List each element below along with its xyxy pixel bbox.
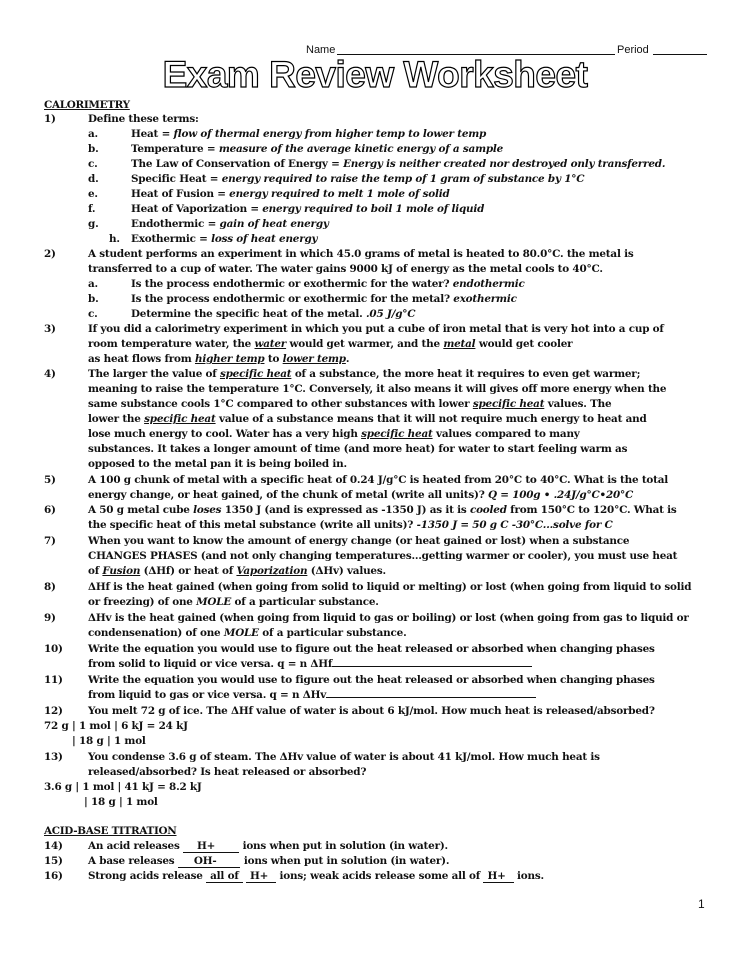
text: of a particular substance. [231, 596, 379, 608]
answer-blank: specific heat [361, 428, 433, 440]
answer-blank: H+ [483, 871, 513, 883]
item-letter: d. [88, 173, 99, 185]
answer: energy required to melt 1 mole of solid [229, 188, 450, 200]
answer-blank: H+ [183, 841, 239, 853]
answer: .05 J/g°C [366, 308, 416, 320]
text: would get cooler [475, 338, 573, 350]
answer: endothermic [452, 278, 525, 290]
question-number: 16) [44, 870, 63, 882]
text: of [88, 565, 103, 577]
answer-blank: H+ [246, 871, 276, 883]
item-letter: b. [88, 143, 99, 155]
question-text: You melt 72 g of ice. The ΔHf value of water is about 6 kJ/mol. How much heat is released/absorbed? [88, 705, 655, 717]
term: Exothermic = [131, 233, 212, 245]
answer: energy required to boil 1 mole of liquid [262, 203, 485, 215]
text: from solid to liquid or vice versa. q = n ΔHf [88, 658, 333, 670]
text: value of a substance means that it will not require much energy to heat and [215, 413, 647, 425]
text: ions; weak acids release some all of [276, 870, 484, 882]
text: meaning to raise the temperature 1°C. Conversely, it also means it will gives off more energy when the [88, 383, 667, 395]
question-number: 13) [44, 751, 63, 763]
text: the specific heat of this metal substance (write all units)? [88, 519, 417, 531]
text: to [264, 353, 283, 365]
answer: Energy is neither created nor destroyed only transferred. [343, 158, 666, 170]
period-label: Period [617, 44, 649, 56]
question-number: 15) [44, 855, 63, 867]
question-text: Write the equation you would use to figure out the heat released or absorbed when changing phases [88, 643, 655, 655]
question-text: ΔHv is the heat gained (when going from liquid to gas or boiling) or lost (when going from gas to liquid or [88, 612, 689, 624]
text: . [345, 353, 350, 365]
text: ions when put in solution (in water). [240, 855, 450, 867]
text: (ΔHf) or heat of [140, 565, 237, 577]
emphasis: MOLE [223, 627, 259, 639]
page-number: 1 [698, 897, 705, 911]
text: values. The [544, 398, 612, 410]
emphasis: MOLE [196, 596, 232, 608]
answer: Q = 100g • .24J/g°C•20°C [488, 489, 634, 501]
answer: -1350 J = 50 g C -30°C...solve for C [416, 519, 613, 531]
text: values compared to many [432, 428, 580, 440]
worked-solution: 72 g | 1 mol | 6 kJ = 24 kJ [44, 720, 188, 732]
item-letter: a. [88, 128, 98, 140]
term: Endothermic = [131, 218, 220, 230]
text: An acid releases [88, 840, 184, 852]
text: from 150°C to 120°C. What is [506, 504, 677, 516]
text: room temperature water, the [88, 338, 255, 350]
text: substances. It takes a longer amount of time (and more heat) for water to start feeling warm as [88, 443, 628, 455]
prompt: Determine the specific heat of the metal. [131, 308, 367, 320]
prompt: Is the process endothermic or exothermic for the water? [131, 278, 453, 290]
answer: exothermic [453, 293, 517, 305]
question-text: A 100 g chunk of metal with a specific heat of 0.24 J/g°C is heated from 20°C to 40°C. What is the total [88, 474, 669, 486]
question-number: 4) [44, 368, 56, 380]
text: from liquid to gas or vice versa. q = n ΔHv [88, 689, 327, 701]
answer: gain of heat energy [219, 218, 329, 230]
text: (ΔHv) values. [307, 565, 386, 577]
term: The Law of Conservation of Energy = [131, 158, 344, 170]
text: released/absorbed? Is heat released or absorbed? [88, 766, 367, 778]
question-text: If you did a calorimetry experiment in which you put a cube of iron metal that is very hot into a cup of [88, 323, 664, 335]
page-title: Exam Review Worksheet [162, 54, 588, 95]
text: A base releases [88, 855, 178, 867]
question-number: 2) [44, 248, 56, 260]
answer-blank: all of [206, 871, 242, 883]
text: would get warmer, and the [286, 338, 444, 350]
text: lower the [88, 413, 145, 425]
emphasis: loses [193, 504, 222, 516]
item-letter: a. [88, 278, 98, 290]
text: lose much energy to cool. Water has a very high [88, 428, 362, 440]
worked-solution: 3.6 g | 1 mol | 41 kJ = 8.2 kJ [44, 781, 202, 793]
worked-solution: | 18 g | 1 mol [84, 796, 158, 808]
answer: energy required to raise the temp of 1 gram of substance by 1°C [221, 173, 585, 185]
question-number: 7) [44, 535, 56, 547]
text: CHANGES PHASES (and not only changing temperatures…getting warmer or cooler), you must use heat [88, 550, 678, 562]
text: ions when put in solution (in water). [239, 840, 448, 852]
answer: loss of heat energy [211, 233, 318, 245]
section-heading-acid-base: ACID-BASE TITRATION [44, 825, 177, 837]
question-number: 5) [44, 474, 56, 486]
term: Heat of Vaporization = [131, 203, 263, 215]
text: energy change, or heat gained, of the chunk of metal (write all units)? [88, 489, 489, 501]
term: Heat = [131, 128, 174, 140]
answer-blank: Vaporization [236, 565, 308, 577]
question-text: ΔHf is the heat gained (when going from solid to liquid or melting) or lost (when going from liquid to solid [88, 581, 692, 593]
text: of a particular substance. [258, 627, 407, 639]
item-letter: f. [88, 203, 96, 215]
answer-blank: metal [443, 338, 476, 350]
prompt: Is the process endothermic or exothermic for the metal? [131, 293, 454, 305]
text: Strong acids release [88, 870, 207, 882]
text: or freezing) of one [88, 596, 197, 608]
answer-blank: specific heat [219, 368, 292, 380]
name-label: Name [306, 44, 336, 56]
text: as heat flows from [88, 353, 195, 365]
term: Heat of Fusion = [131, 188, 230, 200]
answer-blank: OH- [178, 856, 241, 868]
text: ions. [513, 870, 544, 882]
question-number: 3) [44, 323, 56, 335]
question-text: transferred to a cup of water. The water gains 9000 kJ of energy as the metal cools to 40°C. [88, 263, 603, 275]
item-letter: h. [109, 233, 120, 245]
answer-blank: higher temp [194, 353, 265, 365]
worked-solution: | 18 g | 1 mol [72, 735, 146, 747]
text: The larger the value of [88, 368, 220, 380]
text: condensenation) of one [88, 627, 224, 639]
term: Temperature = [131, 143, 219, 155]
item-letter: g. [88, 218, 99, 230]
answer-blank: lower temp [282, 353, 346, 365]
text: 1350 J (and is expressed as -1350 J) as it is [221, 504, 470, 516]
item-letter: b. [88, 293, 99, 305]
answer-line[interactable] [326, 688, 536, 698]
answer: flow of thermal energy from higher temp to lower temp [173, 128, 487, 140]
question-number: 14) [44, 840, 63, 852]
question-text: You condense 3.6 g of steam. The ΔHv value of water is about 41 kJ/mol. How much heat is [88, 751, 600, 763]
text: of a substance, the more heat it requires to even get warmer; [291, 368, 641, 380]
item-letter: e. [88, 188, 98, 200]
question-text: When you want to know the amount of energy change (or heat gained or lost) when a substance [88, 535, 630, 547]
question-number: 11) [44, 674, 63, 686]
text: opposed to the metal pan it is being boiled in. [88, 458, 347, 470]
question-number: 10) [44, 643, 63, 655]
answer-blank: specific heat [472, 398, 545, 410]
question-number: 8) [44, 581, 56, 593]
text: A 50 g metal cube [88, 504, 194, 516]
answer-blank: water [254, 338, 287, 350]
item-letter: c. [88, 308, 98, 320]
question-number: 12) [44, 705, 63, 717]
question-text: A student performs an experiment in which 45.0 grams of metal is heated to 80.0°C. the metal is [88, 248, 634, 260]
section-heading-calorimetry: CALORIMETRY [44, 99, 130, 111]
question-number: 6) [44, 504, 56, 516]
text: same substance cools 1°C compared to other substances with lower [88, 398, 473, 410]
answer-blank: specific heat [144, 413, 216, 425]
item-letter: c. [88, 158, 98, 170]
question-text: Define these terms: [88, 113, 199, 125]
question-text: Write the equation you would use to figure out the heat released or absorbed when changing phases [88, 674, 655, 686]
emphasis: cooled [469, 504, 507, 516]
question-number: 1) [44, 113, 56, 125]
answer-blank: Fusion [102, 565, 141, 577]
answer: measure of the average kinetic energy of a sample [218, 143, 504, 155]
question-number: 9) [44, 612, 56, 624]
answer-line[interactable] [332, 657, 532, 667]
term: Specific Heat = [131, 173, 222, 185]
